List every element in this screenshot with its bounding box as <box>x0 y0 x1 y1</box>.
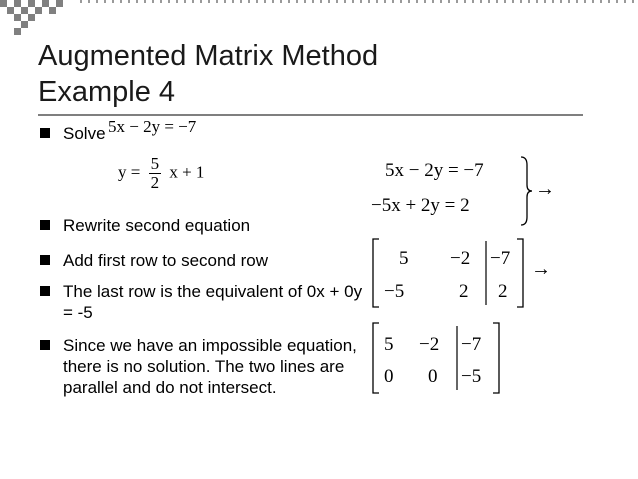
bullet-last-row: The last row is the equivalent of 0x + 0y = -5 <box>40 281 363 323</box>
matrix2-cell-1-1: 5 <box>384 334 394 355</box>
fraction <box>149 155 162 192</box>
arrow-icon: → <box>535 178 555 200</box>
solve-equation-2 <box>118 155 204 192</box>
fraction-denominator: 2 <box>150 173 160 192</box>
augmented-matrix-2 <box>371 322 571 392</box>
bullet-add-rows: Add first row to second row <box>40 250 268 271</box>
bullet-solve: Solve <box>40 123 106 144</box>
title-line-1: Augmented Matrix Method <box>38 40 379 72</box>
arrow-icon: → <box>531 258 551 280</box>
matrix2-cell-2-2: 0 <box>428 366 438 387</box>
square-bullet-icon <box>40 128 50 138</box>
matrix1-cell-1-1: 5 <box>399 248 409 269</box>
left-bracket-icon <box>371 238 381 308</box>
eq2-lhs: y = <box>118 162 141 182</box>
worked-solution <box>371 152 621 452</box>
square-bullet-icon <box>40 340 50 350</box>
matrix2-cell-1-2: −2 <box>419 334 440 355</box>
bullet-conclusion: Since we have an impossible equation, there is no solution. The two lines are parallel and do not intersect. <box>40 335 363 398</box>
left-bracket-icon <box>371 322 381 394</box>
corner-decoration <box>0 0 638 40</box>
matrix1-cell-1-3: −7 <box>490 248 511 269</box>
matrix2-cell-1-3: −7 <box>461 334 482 355</box>
system-row-1: 5x − 2y = −7 <box>385 160 484 181</box>
square-bullet-icon <box>40 286 50 296</box>
matrix2-cell-2-1: 0 <box>384 366 394 387</box>
system-row-2: −5x + 2y = 2 <box>371 195 470 216</box>
augment-divider <box>484 241 488 305</box>
right-bracket-icon <box>515 238 525 308</box>
augment-divider <box>455 326 459 390</box>
solve-equation-1: 5x − 2y = −7 <box>108 117 197 136</box>
slide-title <box>38 38 458 110</box>
square-bullet-icon <box>40 220 50 230</box>
equation-system <box>371 152 571 216</box>
bullet-rewrite: Rewrite second equation <box>40 215 250 236</box>
title-line-2: Example 4 <box>38 76 176 108</box>
eq2-rhs: x + 1 <box>169 162 205 182</box>
right-bracket-icon <box>491 322 501 394</box>
fraction-numerator: 5 <box>150 154 160 173</box>
title-divider <box>38 114 583 116</box>
matrix2-cell-2-3: −5 <box>461 366 482 387</box>
matrix1-cell-2-2: 2 <box>459 281 469 302</box>
augmented-matrix-1 <box>371 238 571 308</box>
matrix1-cell-1-2: −2 <box>450 248 471 269</box>
square-bullet-icon <box>40 255 50 265</box>
matrix1-cell-2-3: 2 <box>498 281 508 302</box>
matrix1-cell-2-1: −5 <box>384 281 405 302</box>
right-brace-icon <box>519 155 533 227</box>
